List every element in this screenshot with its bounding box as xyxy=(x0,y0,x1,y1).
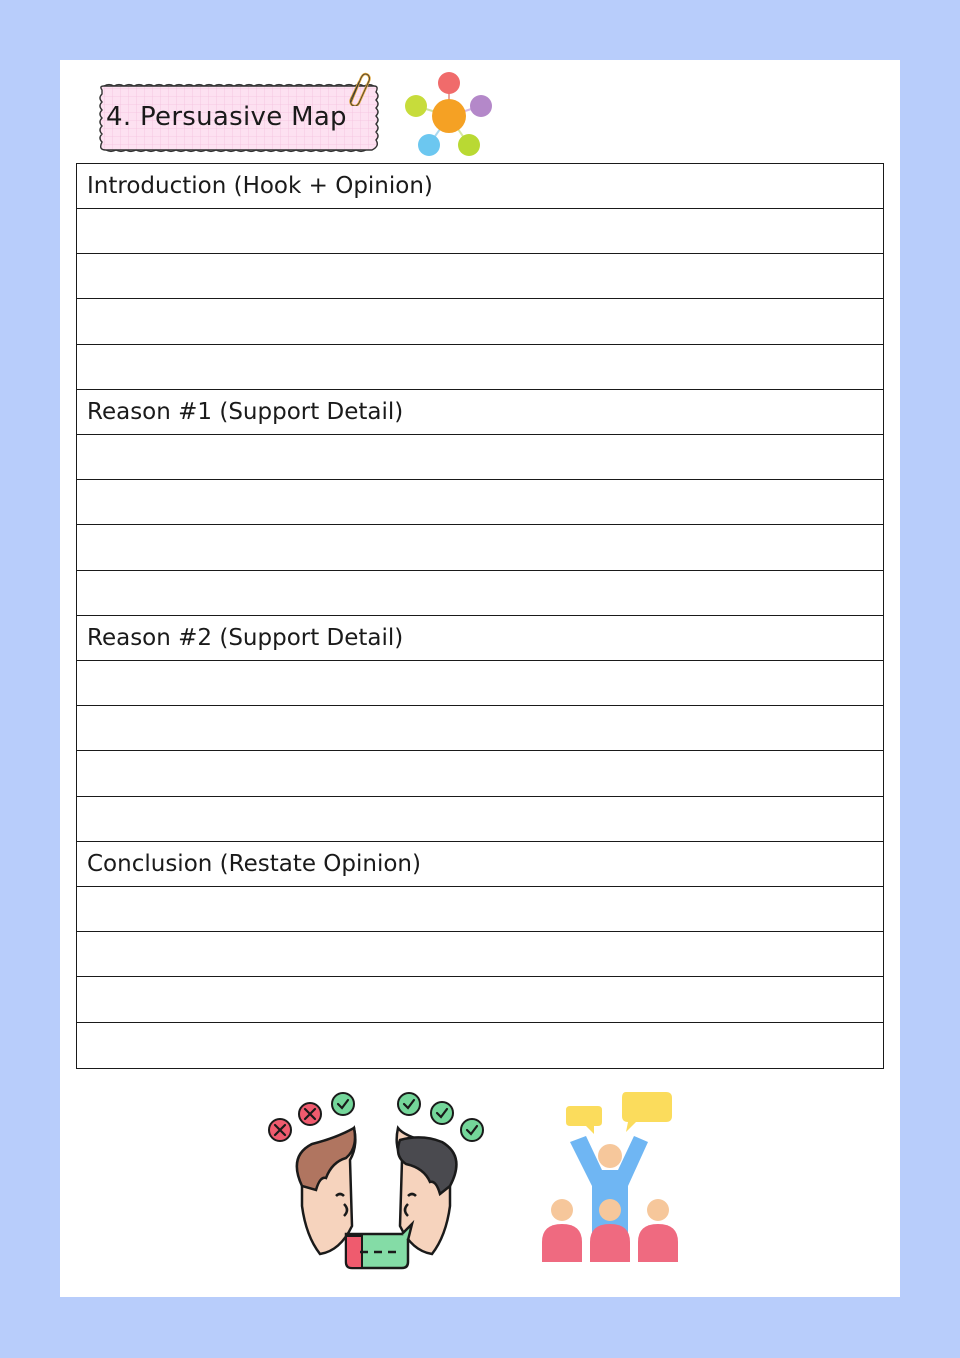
writing-line[interactable] xyxy=(77,571,883,616)
writing-line[interactable] xyxy=(77,978,883,1023)
section-label: Reason #1 (Support Detail) xyxy=(87,399,404,425)
writing-line[interactable] xyxy=(77,209,883,254)
section-label: Reason #2 (Support Detail) xyxy=(87,625,404,651)
writing-line[interactable] xyxy=(77,797,883,842)
section-heading-row xyxy=(77,164,883,209)
writing-line[interactable] xyxy=(77,887,883,932)
section-heading-row xyxy=(77,616,883,661)
speaker-audience-icon xyxy=(536,1086,696,1276)
writing-line[interactable] xyxy=(77,526,883,571)
writing-line[interactable] xyxy=(77,254,883,299)
writing-line[interactable] xyxy=(77,300,883,345)
writing-line[interactable] xyxy=(77,1023,883,1068)
debate-people-icon xyxy=(262,1086,492,1276)
writing-line[interactable] xyxy=(77,480,883,525)
title-badge xyxy=(96,80,382,156)
writing-line[interactable] xyxy=(77,345,883,390)
section-heading-row xyxy=(77,390,883,435)
paperclip-icon xyxy=(342,72,372,106)
network-dots-icon xyxy=(400,70,496,160)
persuasive-map-grid xyxy=(76,163,884,1069)
writing-line[interactable] xyxy=(77,435,883,480)
section-heading-row xyxy=(77,842,883,887)
writing-line[interactable] xyxy=(77,932,883,977)
writing-line[interactable] xyxy=(77,706,883,751)
writing-line[interactable] xyxy=(77,661,883,706)
page-title: 4. Persuasive Map xyxy=(106,102,347,132)
writing-line[interactable] xyxy=(77,752,883,797)
section-label: Conclusion (Restate Opinion) xyxy=(87,851,421,877)
section-label: Introduction (Hook + Opinion) xyxy=(87,173,433,199)
